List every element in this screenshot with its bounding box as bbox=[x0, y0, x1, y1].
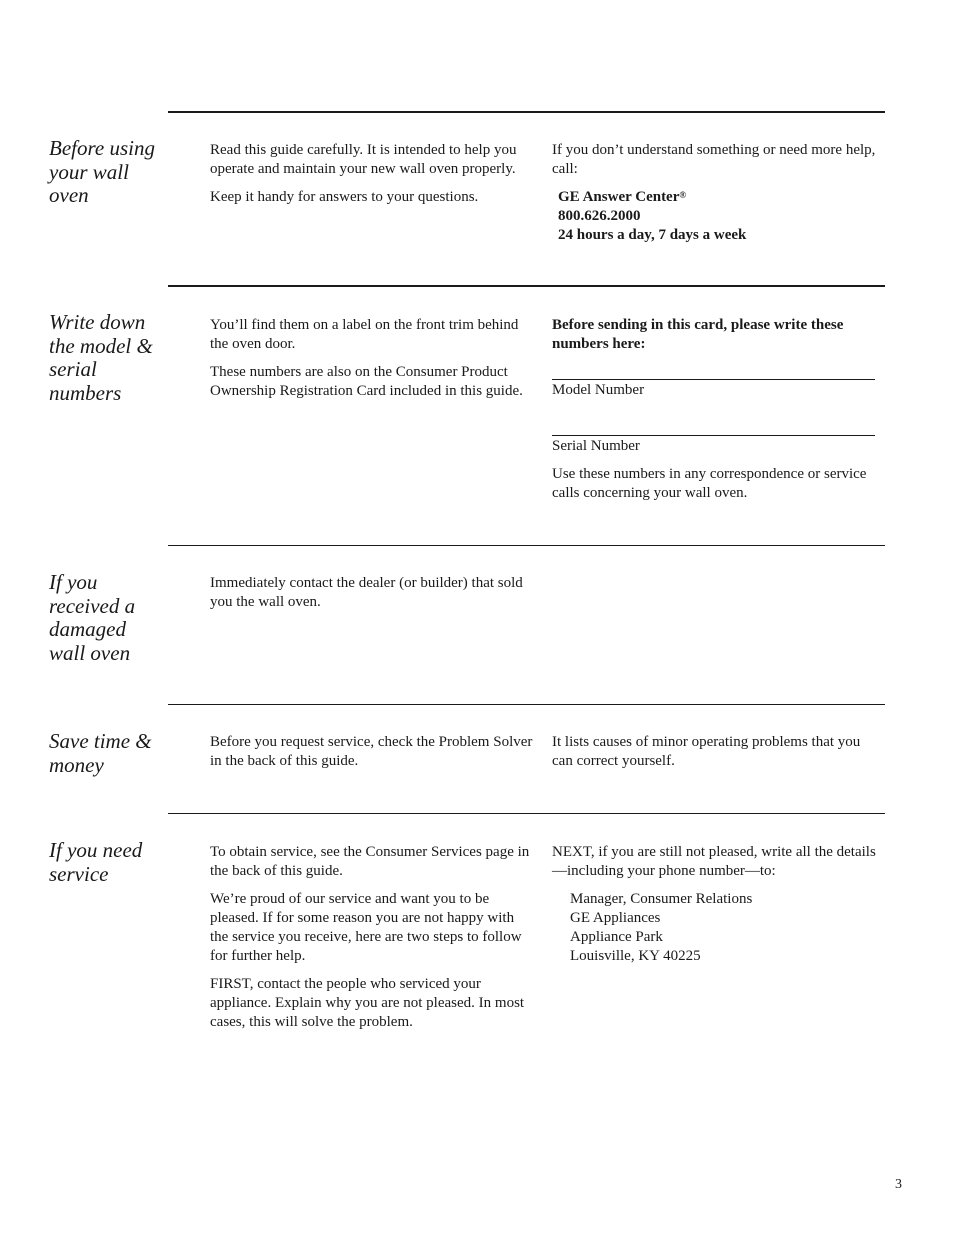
section-divider bbox=[168, 813, 885, 814]
contact-phone: 800.626.2000 bbox=[558, 208, 641, 224]
address-line: Louisville, KY 40225 bbox=[570, 948, 701, 964]
paragraph: FIRST, contact the people who serviced your appliance. Explain why you are not pleased. In most cases, this will solve the problem. bbox=[210, 976, 525, 1030]
address-line: Manager, Consumer Relations bbox=[570, 891, 753, 907]
section-divider bbox=[168, 111, 885, 113]
section-divider bbox=[168, 285, 885, 287]
section-divider bbox=[168, 545, 885, 546]
mailing-address bbox=[570, 890, 877, 966]
serial-number-label: Serial Number bbox=[552, 438, 640, 454]
section-heading: Save time & money bbox=[49, 729, 152, 777]
paragraph: NEXT, if you are still not pleased, write all the details—including your phone number—to: bbox=[552, 844, 876, 879]
section-body-right bbox=[552, 733, 877, 780]
section-body-left bbox=[210, 316, 535, 410]
address-line: GE Appliances bbox=[570, 910, 661, 926]
paragraph: Immediately contact the dealer (or builder) that sold you the wall oven. bbox=[210, 575, 523, 610]
section-body-left bbox=[210, 574, 535, 621]
section-heading: Before using your wall oven bbox=[49, 136, 155, 207]
model-number-field[interactable] bbox=[552, 379, 877, 400]
paragraph: Read this guide carefully. It is intended to help you operate and maintain your new wall oven properly. bbox=[210, 142, 517, 177]
section-body-right bbox=[552, 141, 877, 245]
paragraph: These numbers are also on the Consumer Product Ownership Registration Card included in this guide. bbox=[210, 364, 523, 399]
paragraph: Before sending in this card, please write these numbers here: bbox=[552, 317, 844, 352]
paragraph: We’re proud of our service and want you to be pleased. If for some reason you are not happy with the service you receive, here are two steps to follow for further help. bbox=[210, 891, 522, 964]
section-note bbox=[552, 465, 877, 512]
paragraph: It lists causes of minor operating problems that you can correct yourself. bbox=[552, 734, 861, 769]
model-number-label: Model Number bbox=[552, 382, 645, 398]
section-body-left bbox=[210, 843, 535, 1041]
section-body-right bbox=[552, 843, 877, 966]
paragraph: If you don’t understand something or need more help, call: bbox=[552, 142, 876, 177]
registered-mark: ® bbox=[679, 190, 687, 200]
contact-hours: 24 hours a day, 7 days a week bbox=[558, 227, 747, 243]
paragraph: Before you request service, check the Problem Solver in the back of this guide. bbox=[210, 734, 533, 769]
contact-name: GE Answer Center® bbox=[558, 189, 687, 205]
write-in-line bbox=[552, 435, 875, 436]
section-divider bbox=[168, 704, 885, 705]
write-in-line bbox=[552, 379, 875, 380]
section-heading: If you received a damaged wall oven bbox=[49, 570, 136, 665]
section-body-left bbox=[210, 141, 535, 216]
section-body-right bbox=[552, 316, 877, 363]
section-heading: Write down the model & serial numbers bbox=[49, 310, 153, 405]
page-number: 3 bbox=[895, 1177, 902, 1192]
paragraph: Use these numbers in any correspondence or service calls concerning your wall oven. bbox=[552, 466, 867, 501]
serial-number-field[interactable] bbox=[552, 435, 877, 456]
paragraph: Keep it handy for answers to your questions. bbox=[210, 189, 479, 205]
address-line: Appliance Park bbox=[570, 929, 663, 945]
contact-block bbox=[558, 188, 877, 245]
section-body-left bbox=[210, 733, 535, 780]
paragraph: You’ll find them on a label on the front trim behind the oven door. bbox=[210, 317, 519, 352]
paragraph: To obtain service, see the Consumer Services page in the back of this guide. bbox=[210, 844, 530, 879]
section-heading: If you need service bbox=[49, 838, 143, 886]
